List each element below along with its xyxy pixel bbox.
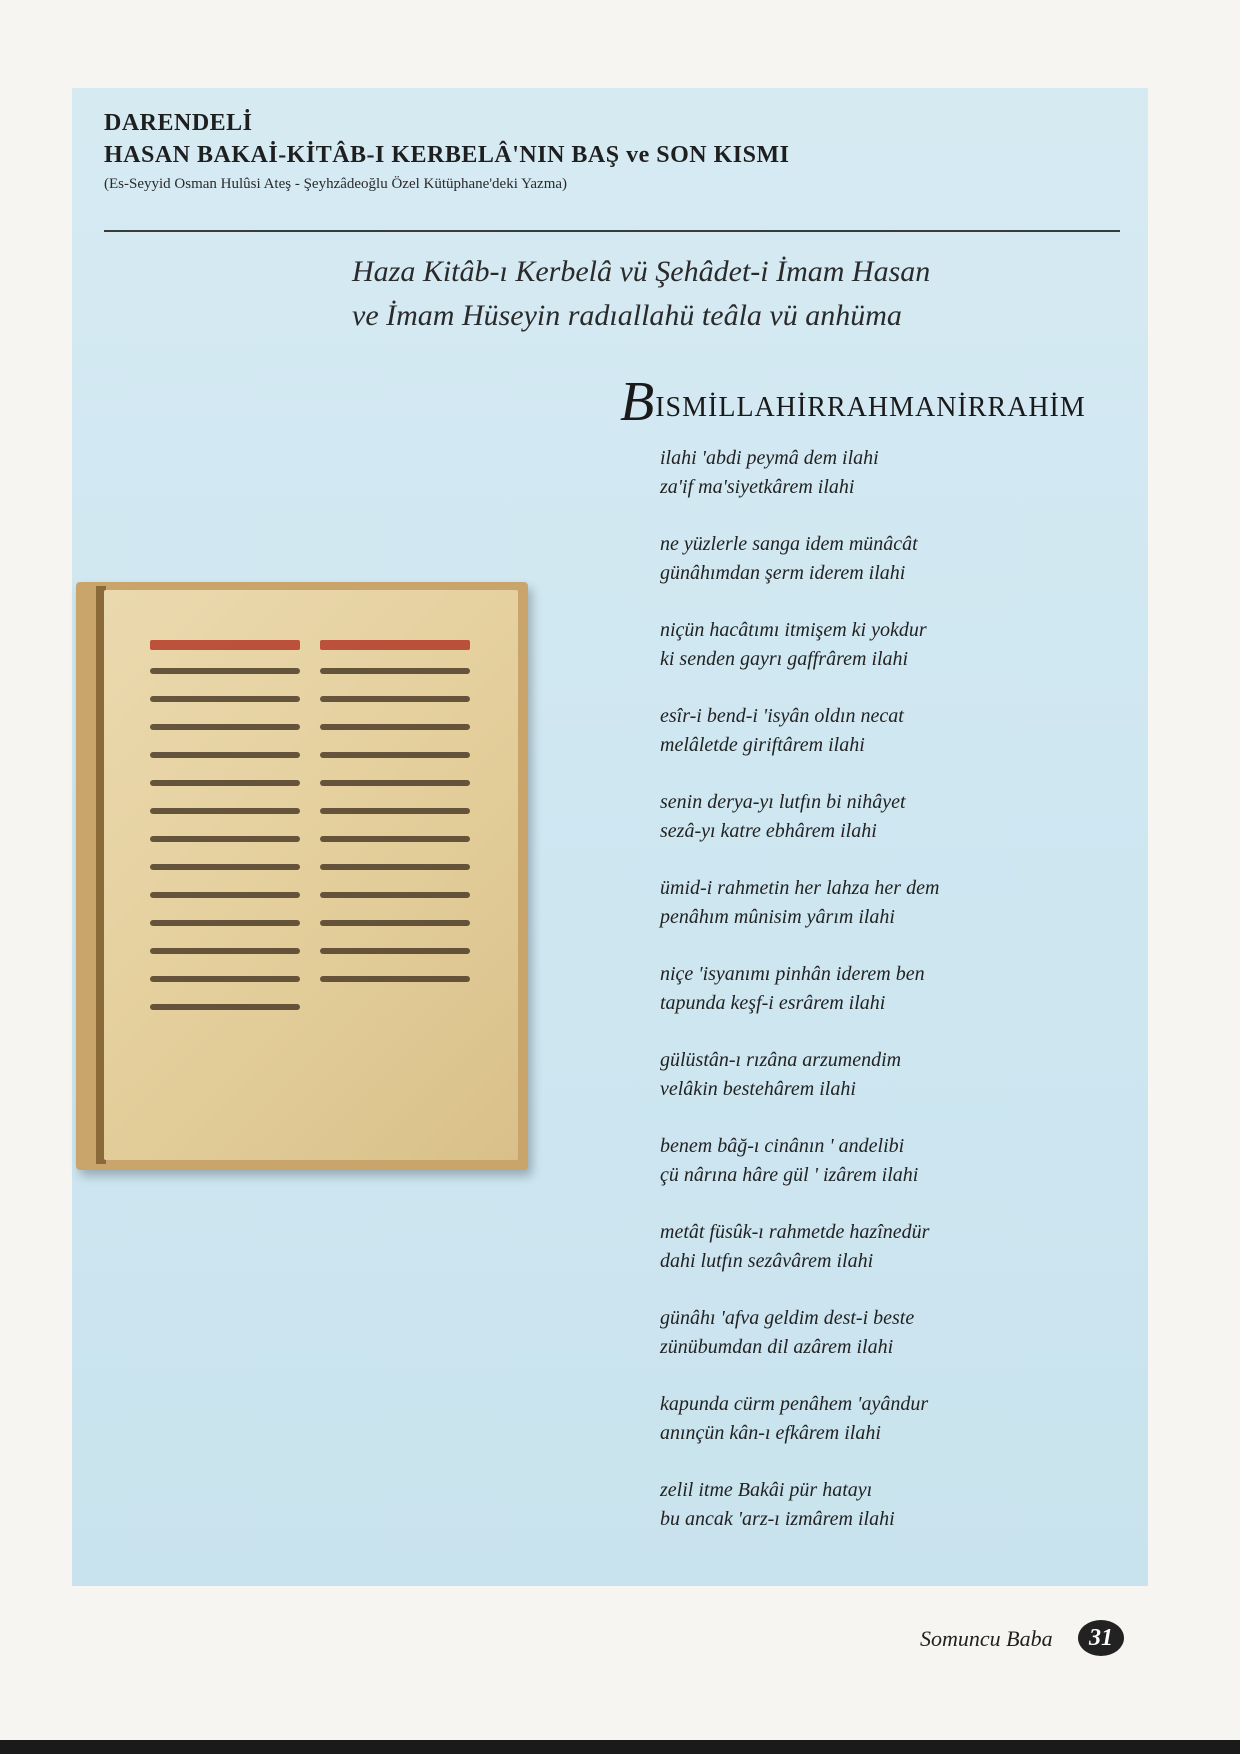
- rubric-header: [150, 640, 300, 650]
- poem-line: benem bâğ-ı cinânın ' andelibi: [660, 1135, 905, 1157]
- script-line: [320, 696, 470, 702]
- poem-line: za'if ma'siyetkârem ilahi: [660, 476, 855, 498]
- script-line: [320, 948, 470, 954]
- poem-stanza: [660, 960, 1080, 1046]
- article-title: HASAN BAKAİ-KİTÂB-I KERBELÂ'NIN BAŞ ve SON KISMI: [104, 142, 790, 168]
- article-header: [104, 108, 1124, 196]
- script-line: [150, 696, 300, 702]
- subtitle-line: Haza Kitâb-ı Kerbelâ vü Şehâdet-i İmam Hasan: [352, 255, 931, 288]
- script-line: [320, 976, 470, 982]
- scan-edge: [0, 1740, 1240, 1754]
- poem-line: niçe 'isyanımı pinhân iderem ben: [660, 963, 925, 985]
- poem-stanza: [660, 1218, 1080, 1304]
- page-number: 31: [1078, 1620, 1124, 1656]
- script-line: [150, 1004, 300, 1010]
- script-line: [150, 920, 300, 926]
- poem-stanza: [660, 874, 1080, 960]
- script-line: [320, 752, 470, 758]
- magazine-name: Somuncu Baba: [920, 1626, 1053, 1651]
- poem-line: zelil itme Bakâi pür hatayı: [660, 1479, 873, 1501]
- poem-line: anınçün kân-ı efkârem ilahi: [660, 1422, 881, 1444]
- poem-line: tapunda keşf-i esrârem ilahi: [660, 992, 886, 1014]
- poem-stanza: [660, 530, 1080, 616]
- rubric-header: [320, 640, 470, 650]
- poem-line: ilahi 'abdi peymâ dem ilahi: [660, 447, 879, 469]
- poem-stanza: [660, 1390, 1080, 1476]
- work-subtitle: [352, 250, 1052, 338]
- poem-line: melâletde giriftârem ilahi: [660, 734, 865, 756]
- poem-stanza: [660, 1046, 1080, 1132]
- poem-stanza: [660, 1476, 1080, 1562]
- script-line: [150, 864, 300, 870]
- poem-line: günâhı 'afva geldim dest-i beste: [660, 1307, 915, 1329]
- poem-line: ümid-i rahmetin her lahza her dem: [660, 877, 940, 899]
- script-line: [320, 864, 470, 870]
- poem-line: sezâ-yı katre ebhârem ilahi: [660, 820, 877, 842]
- poem-stanza: [660, 1304, 1080, 1390]
- script-line: [320, 780, 470, 786]
- drop-cap: B: [620, 371, 656, 433]
- source-caption: (Es-Seyyid Osman Hulûsi Ateş - Şeyhzâdeoğlu Özel Kütüphane'deki Yazma): [104, 176, 568, 192]
- subtitle-line: ve İmam Hüseyin radıallahü teâla vü anhüma: [352, 299, 902, 332]
- poem-line: velâkin bestehârem ilahi: [660, 1078, 856, 1100]
- poem-stanza: [660, 788, 1080, 874]
- script-line: [150, 976, 300, 982]
- script-line: [320, 836, 470, 842]
- poem-line: zünübumdan dil azârem ilahi: [660, 1336, 894, 1358]
- poem-line: penâhım mûnisim yârım ilahi: [660, 906, 895, 928]
- script-line: [150, 668, 300, 674]
- poem-stanza: [660, 444, 1080, 530]
- bismillah-text: ISMİLLAHİRRAHMANİRRAHİM: [655, 392, 1086, 423]
- script-line: [320, 724, 470, 730]
- poem-line: bu ancak 'arz-ı izmârem ilahi: [660, 1508, 895, 1530]
- poem-stanza: [660, 616, 1080, 702]
- poem-stanza: [660, 702, 1080, 788]
- poem-line: ne yüzlerle sanga idem münâcât: [660, 533, 918, 555]
- poem-line: dahi lutfın sezâvârem ilahi: [660, 1250, 874, 1272]
- script-line: [320, 668, 470, 674]
- manuscript-column-left: [150, 640, 300, 1032]
- script-line: [150, 948, 300, 954]
- script-line: [150, 808, 300, 814]
- header-divider: [104, 230, 1120, 232]
- script-line: [150, 892, 300, 898]
- bismillah-heading: [620, 370, 1086, 434]
- poem-line: senin derya-yı lutfın bi nihâyet: [660, 791, 906, 813]
- author-title: DARENDELİ: [104, 110, 253, 136]
- script-line: [150, 724, 300, 730]
- poem: [660, 444, 1080, 1562]
- poem-line: gülüstân-ı rızâna arzumendim: [660, 1049, 902, 1071]
- poem-line: kapunda cürm penâhem 'ayândur: [660, 1393, 929, 1415]
- script-line: [320, 808, 470, 814]
- script-line: [150, 752, 300, 758]
- poem-line: ki senden gayrı gaffrârem ilahi: [660, 648, 909, 670]
- script-line: [150, 836, 300, 842]
- poem-line: metât füsûk-ı rahmetde hazînedür: [660, 1221, 930, 1243]
- script-line: [320, 920, 470, 926]
- poem-line: niçün hacâtımı itmişem ki yokdur: [660, 619, 927, 641]
- poem-line: esîr-i bend-i 'isyân oldın necat: [660, 705, 904, 727]
- manuscript-column-right: [320, 640, 470, 1004]
- script-line: [150, 780, 300, 786]
- poem-line: çü nârına hâre gül ' izârem ilahi: [660, 1164, 919, 1186]
- poem-line: günâhımdan şerm iderem ilahi: [660, 562, 906, 584]
- poem-stanza: [660, 1132, 1080, 1218]
- script-line: [320, 892, 470, 898]
